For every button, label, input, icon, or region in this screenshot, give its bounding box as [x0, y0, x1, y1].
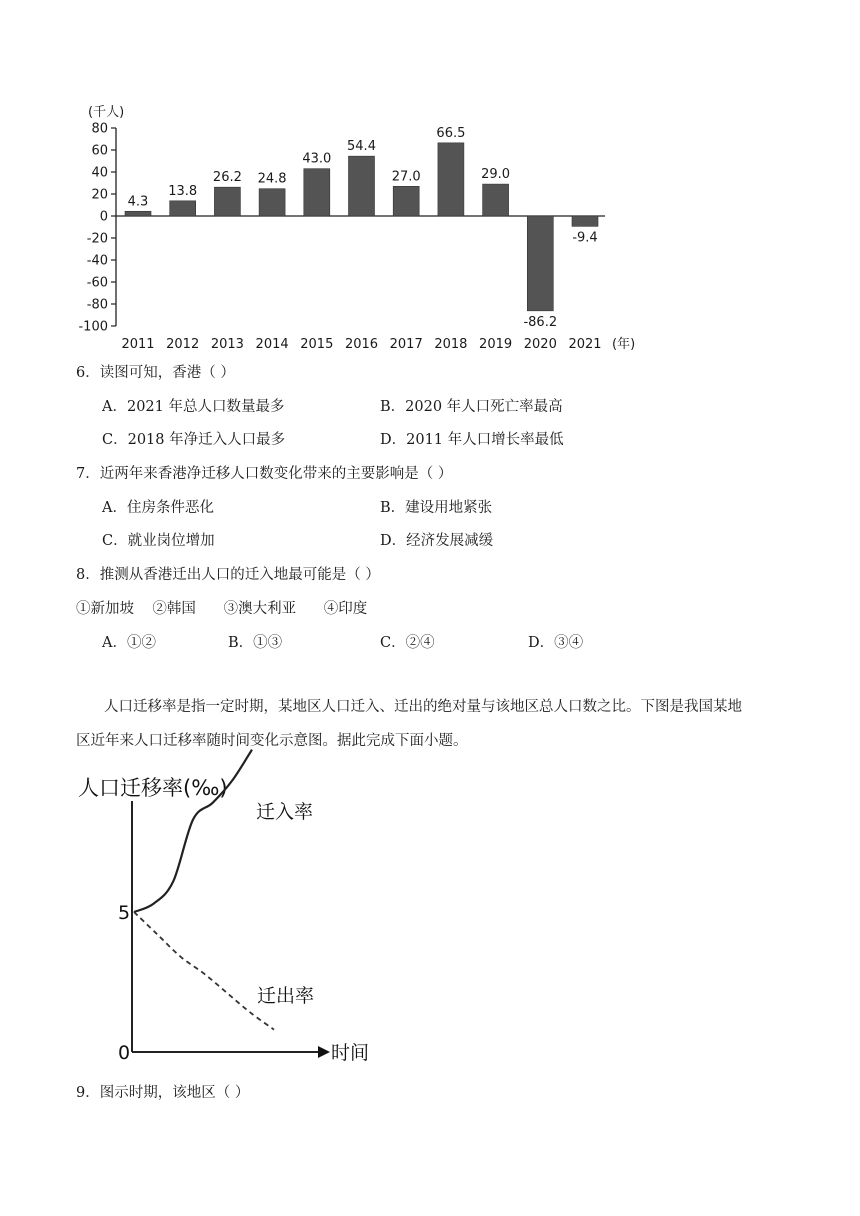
data-label: 27.0 — [391, 169, 421, 185]
data-label: 26.2 — [212, 170, 242, 186]
x-tick-label: 2012 — [166, 337, 200, 352]
data-label: 43.0 — [302, 151, 332, 167]
bar — [483, 184, 509, 216]
data-label: 66.5 — [436, 125, 466, 141]
question-8-stem: 8．推测从香港迁出人口的迁入地最可能是（ ） — [76, 567, 380, 583]
question-8-option-b[interactable]: B．①③ — [228, 635, 283, 651]
question-7-option-a[interactable]: A．住房条件恶化 — [102, 500, 214, 516]
x-axis-label: (年) — [612, 337, 636, 352]
question-8-option-d[interactable]: D．③④ — [528, 635, 584, 651]
chart2-x-axis-label: 时间 — [331, 1042, 370, 1064]
question-8-items: ①新加坡 ②韩国 ③澳大利亚 ④印度 — [76, 601, 368, 617]
x-tick-label: 2016 — [344, 337, 379, 352]
question-7-option-d[interactable]: D．经济发展减缓 — [380, 533, 494, 549]
question-8-option-c[interactable]: C．②④ — [380, 635, 435, 651]
x-tick-label: 2020 — [523, 337, 557, 352]
passage-line-1: 人口迁移率是指一定时期，某地区人口迁入、迁出的绝对量与该地区总人口数之比。下图是我国某地 — [104, 699, 742, 715]
bar — [125, 211, 151, 216]
data-label: 54.4 — [347, 139, 376, 155]
chart2-y-axis-label: 人口迁移率(‰) — [78, 776, 228, 800]
x-tick-label: 2019 — [479, 337, 513, 352]
question-6-option-a[interactable]: A．2021 年总人口数量最多 — [102, 399, 285, 415]
question-7-stem: 7．近两年来香港净迁移人口数变化带来的主要影响是（ ） — [76, 466, 453, 482]
data-label: 4.3 — [127, 194, 149, 210]
passage-line-2: 区近年来人口迁移率随时间变化示意图。据此完成下面小题。 — [76, 733, 468, 749]
bar — [349, 156, 375, 216]
x-tick-label: 2015 — [300, 337, 334, 352]
bar — [527, 216, 553, 311]
question-6-option-c[interactable]: C．2018 年净迁入人口最多 — [102, 432, 286, 448]
question-6-stem: 6．读图可知，香港（ ） — [76, 365, 235, 381]
data-label: 24.8 — [257, 171, 287, 187]
chart2-out-rate-label: 迁出率 — [257, 985, 315, 1007]
question-8-option-a[interactable]: A．①② — [102, 635, 156, 651]
bar — [170, 201, 196, 216]
chart2-y-tick-0: 0 — [118, 1042, 131, 1064]
y-tick-label: 0 — [99, 209, 108, 225]
x-tick-label: 2017 — [389, 337, 423, 352]
net-migration-bar-chart — [0, 0, 860, 360]
question-7-option-c[interactable]: C．就业岗位增加 — [102, 533, 215, 549]
chart2-out-rate-line — [134, 912, 274, 1030]
x-tick-label: 2018 — [434, 337, 468, 352]
chart2-y-tick-5: 5 — [118, 902, 131, 924]
y-tick-label: 60 — [91, 143, 108, 159]
y-tick-label: 20 — [91, 187, 108, 203]
bar — [259, 189, 285, 216]
data-label: -9.4 — [572, 230, 598, 246]
bar — [393, 186, 419, 216]
y-tick-label: -60 — [86, 275, 108, 291]
data-label: -86.2 — [523, 314, 558, 330]
y-tick-label: -100 — [78, 319, 108, 335]
question-6-option-d[interactable]: D．2011 年人口增长率最低 — [380, 432, 564, 448]
y-tick-label: -20 — [86, 231, 108, 247]
data-label: 29.0 — [481, 167, 511, 183]
x-tick-label: 2011 — [121, 337, 155, 352]
chart2-in-rate-line — [134, 750, 252, 912]
bar — [304, 169, 330, 216]
y-axis-label: (千人) — [88, 105, 125, 120]
chart2-in-rate-label: 迁入率 — [256, 801, 314, 823]
bar — [214, 187, 240, 216]
y-tick-label: 80 — [91, 121, 108, 137]
question-7-option-b[interactable]: B．建设用地紧张 — [380, 500, 493, 516]
question-9-stem: 9．图示时期，该地区（ ） — [76, 1085, 250, 1101]
chart2-x-axis-arrow — [318, 1046, 330, 1058]
y-tick-label: -80 — [86, 297, 108, 313]
data-label: 13.8 — [168, 183, 198, 199]
question-6-option-b[interactable]: B．2020 年人口死亡率最高 — [380, 399, 563, 415]
y-tick-label: -40 — [86, 253, 108, 269]
x-tick-label: 2021 — [568, 337, 602, 352]
x-tick-label: 2013 — [210, 337, 244, 352]
bar — [438, 143, 464, 216]
x-tick-label: 2014 — [255, 337, 289, 352]
y-tick-label: 40 — [91, 165, 108, 181]
bar — [572, 216, 598, 226]
